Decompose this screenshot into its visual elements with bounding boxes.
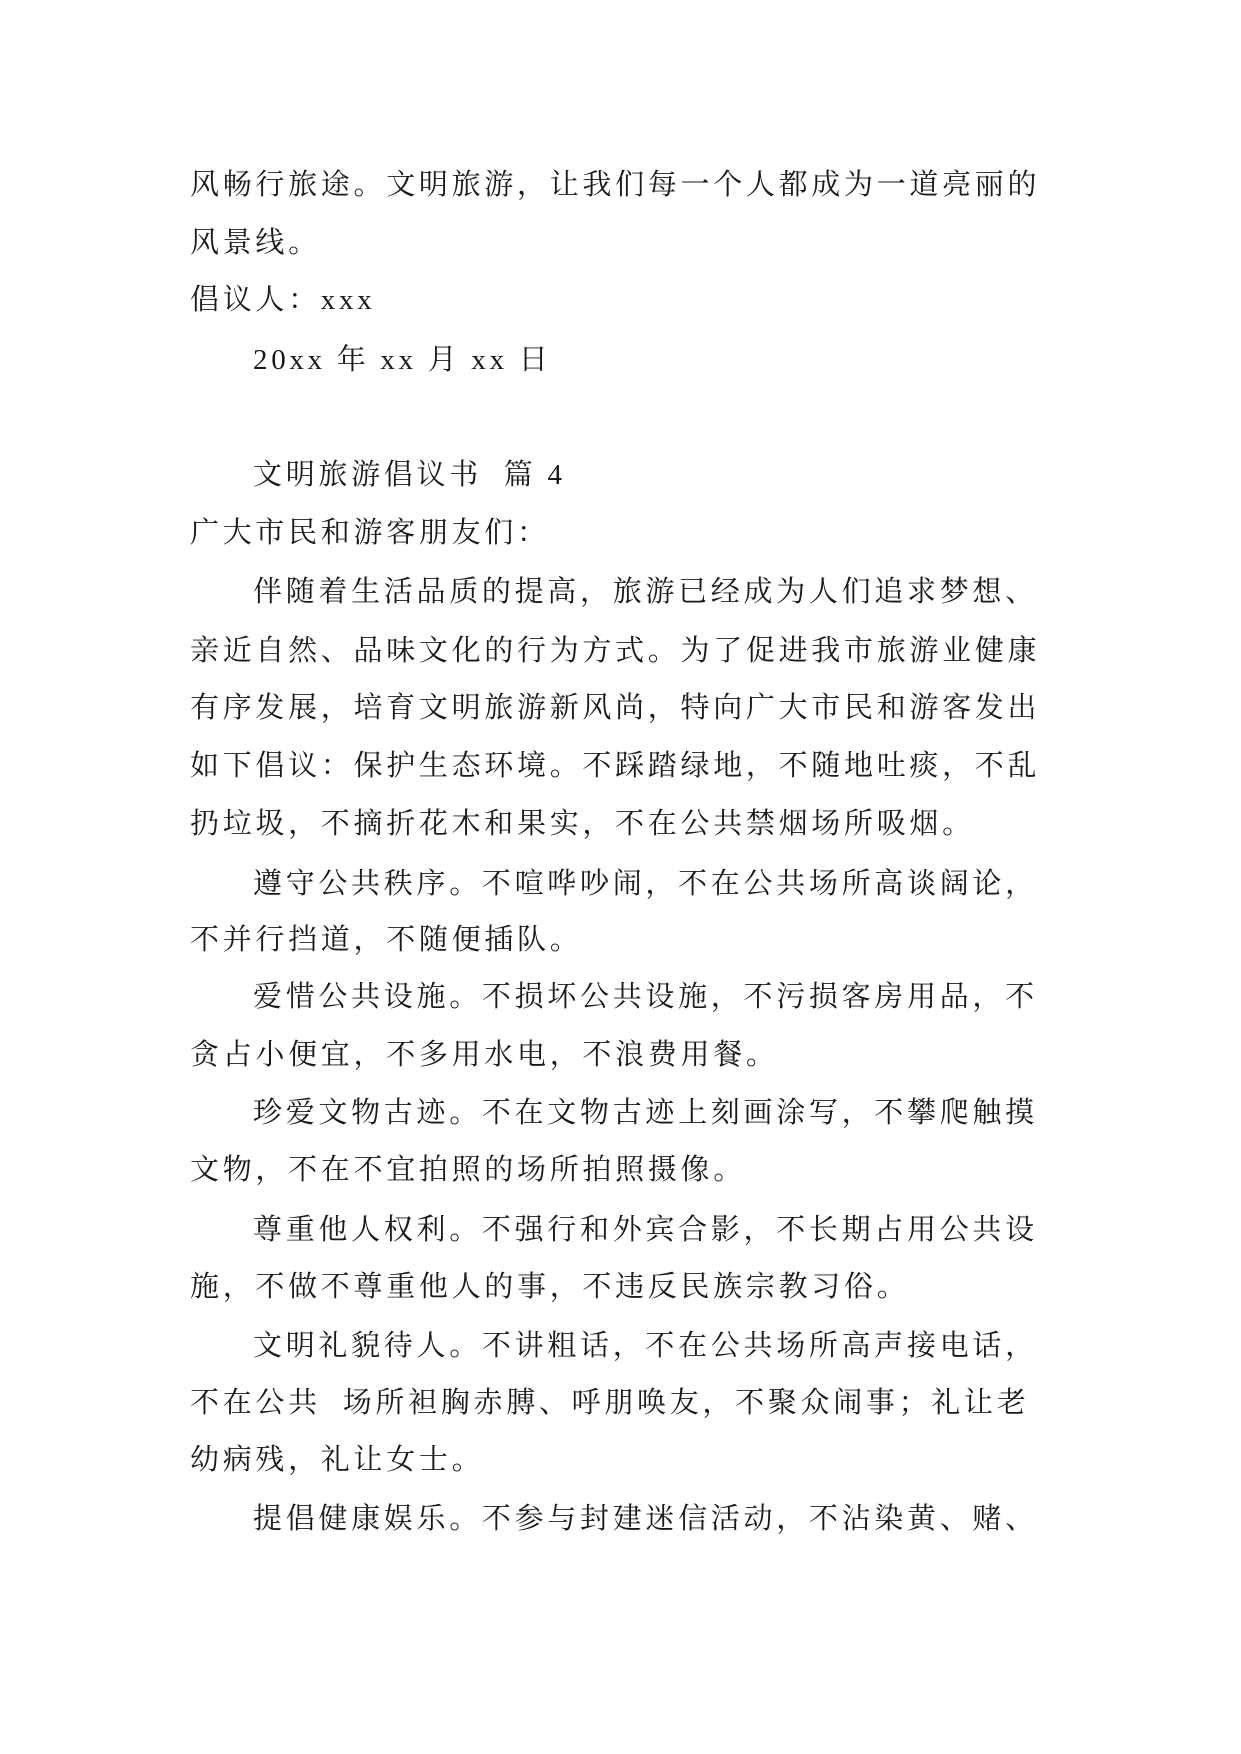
- text-line: 风畅行旅途。文明旅游，让我们每一个人都成为一道亮丽的: [190, 169, 1041, 201]
- salutation: 广大市民和游客朋友们：: [190, 517, 550, 549]
- text-line: 文物，不在不宜拍照的场所拍照摄像。: [190, 1154, 746, 1186]
- text-line: 遵守公共秩序。不喧哗吵闹，不在公共场所高谈阔论，: [253, 868, 1038, 900]
- signature-line: 倡议人：xxx: [190, 284, 376, 316]
- text-line: 幼病残，礼让女士。: [190, 1444, 485, 1476]
- text-line: 伴随着生活品质的提高，旅游已经成为人们追求梦想、: [253, 576, 1038, 608]
- text-line: 亲近自然、品味文化的行为方式。为了促进我市旅游业健康: [190, 635, 1041, 667]
- text-line: 珍爱文物古迹。不在文物古迹上刻画涂写，不攀爬触摸: [253, 1097, 1038, 1129]
- text-line: 施，不做不尊重他人的事，不违反民族宗教习俗。: [190, 1271, 910, 1303]
- text-line: 尊重他人权利。不强行和外宾合影，不长期占用公共设: [253, 1214, 1038, 1246]
- text-line: 爱惜公共设施。不损坏公共设施，不污损客房用品，不: [253, 981, 1038, 1013]
- section-heading: 文明旅游倡议书 篇 4: [253, 459, 566, 491]
- text-line: 风景线。: [190, 227, 321, 259]
- date-line: 20xx 年 xx 月 xx 日: [253, 344, 552, 376]
- text-line: 提倡健康娱乐。不参与封建迷信活动，不沾染黄、赌、: [253, 1503, 1038, 1535]
- text-line: 文明礼貌待人。不讲粗话，不在公共场所高声接电话，: [253, 1330, 1038, 1362]
- text-line: 有序发展，培育文明旅游新风尚，特向广大市民和游客发出: [190, 692, 1041, 724]
- text-line: 不并行挡道，不随便插队。: [190, 924, 583, 956]
- text-line: 贪占小便宜，不多用水电，不浪费用餐。: [190, 1039, 779, 1071]
- text-line: 不在公共 场所袒胸赤膊、呼朋唤友，不聚众闹事；礼让老: [190, 1387, 1030, 1419]
- text-line: 如下倡议：保护生态环境。不踩踏绿地，不随地吐痰，不乱: [190, 750, 1041, 782]
- text-line: 扔垃圾，不摘折花木和果实，不在公共禁烟场所吸烟。: [190, 808, 975, 840]
